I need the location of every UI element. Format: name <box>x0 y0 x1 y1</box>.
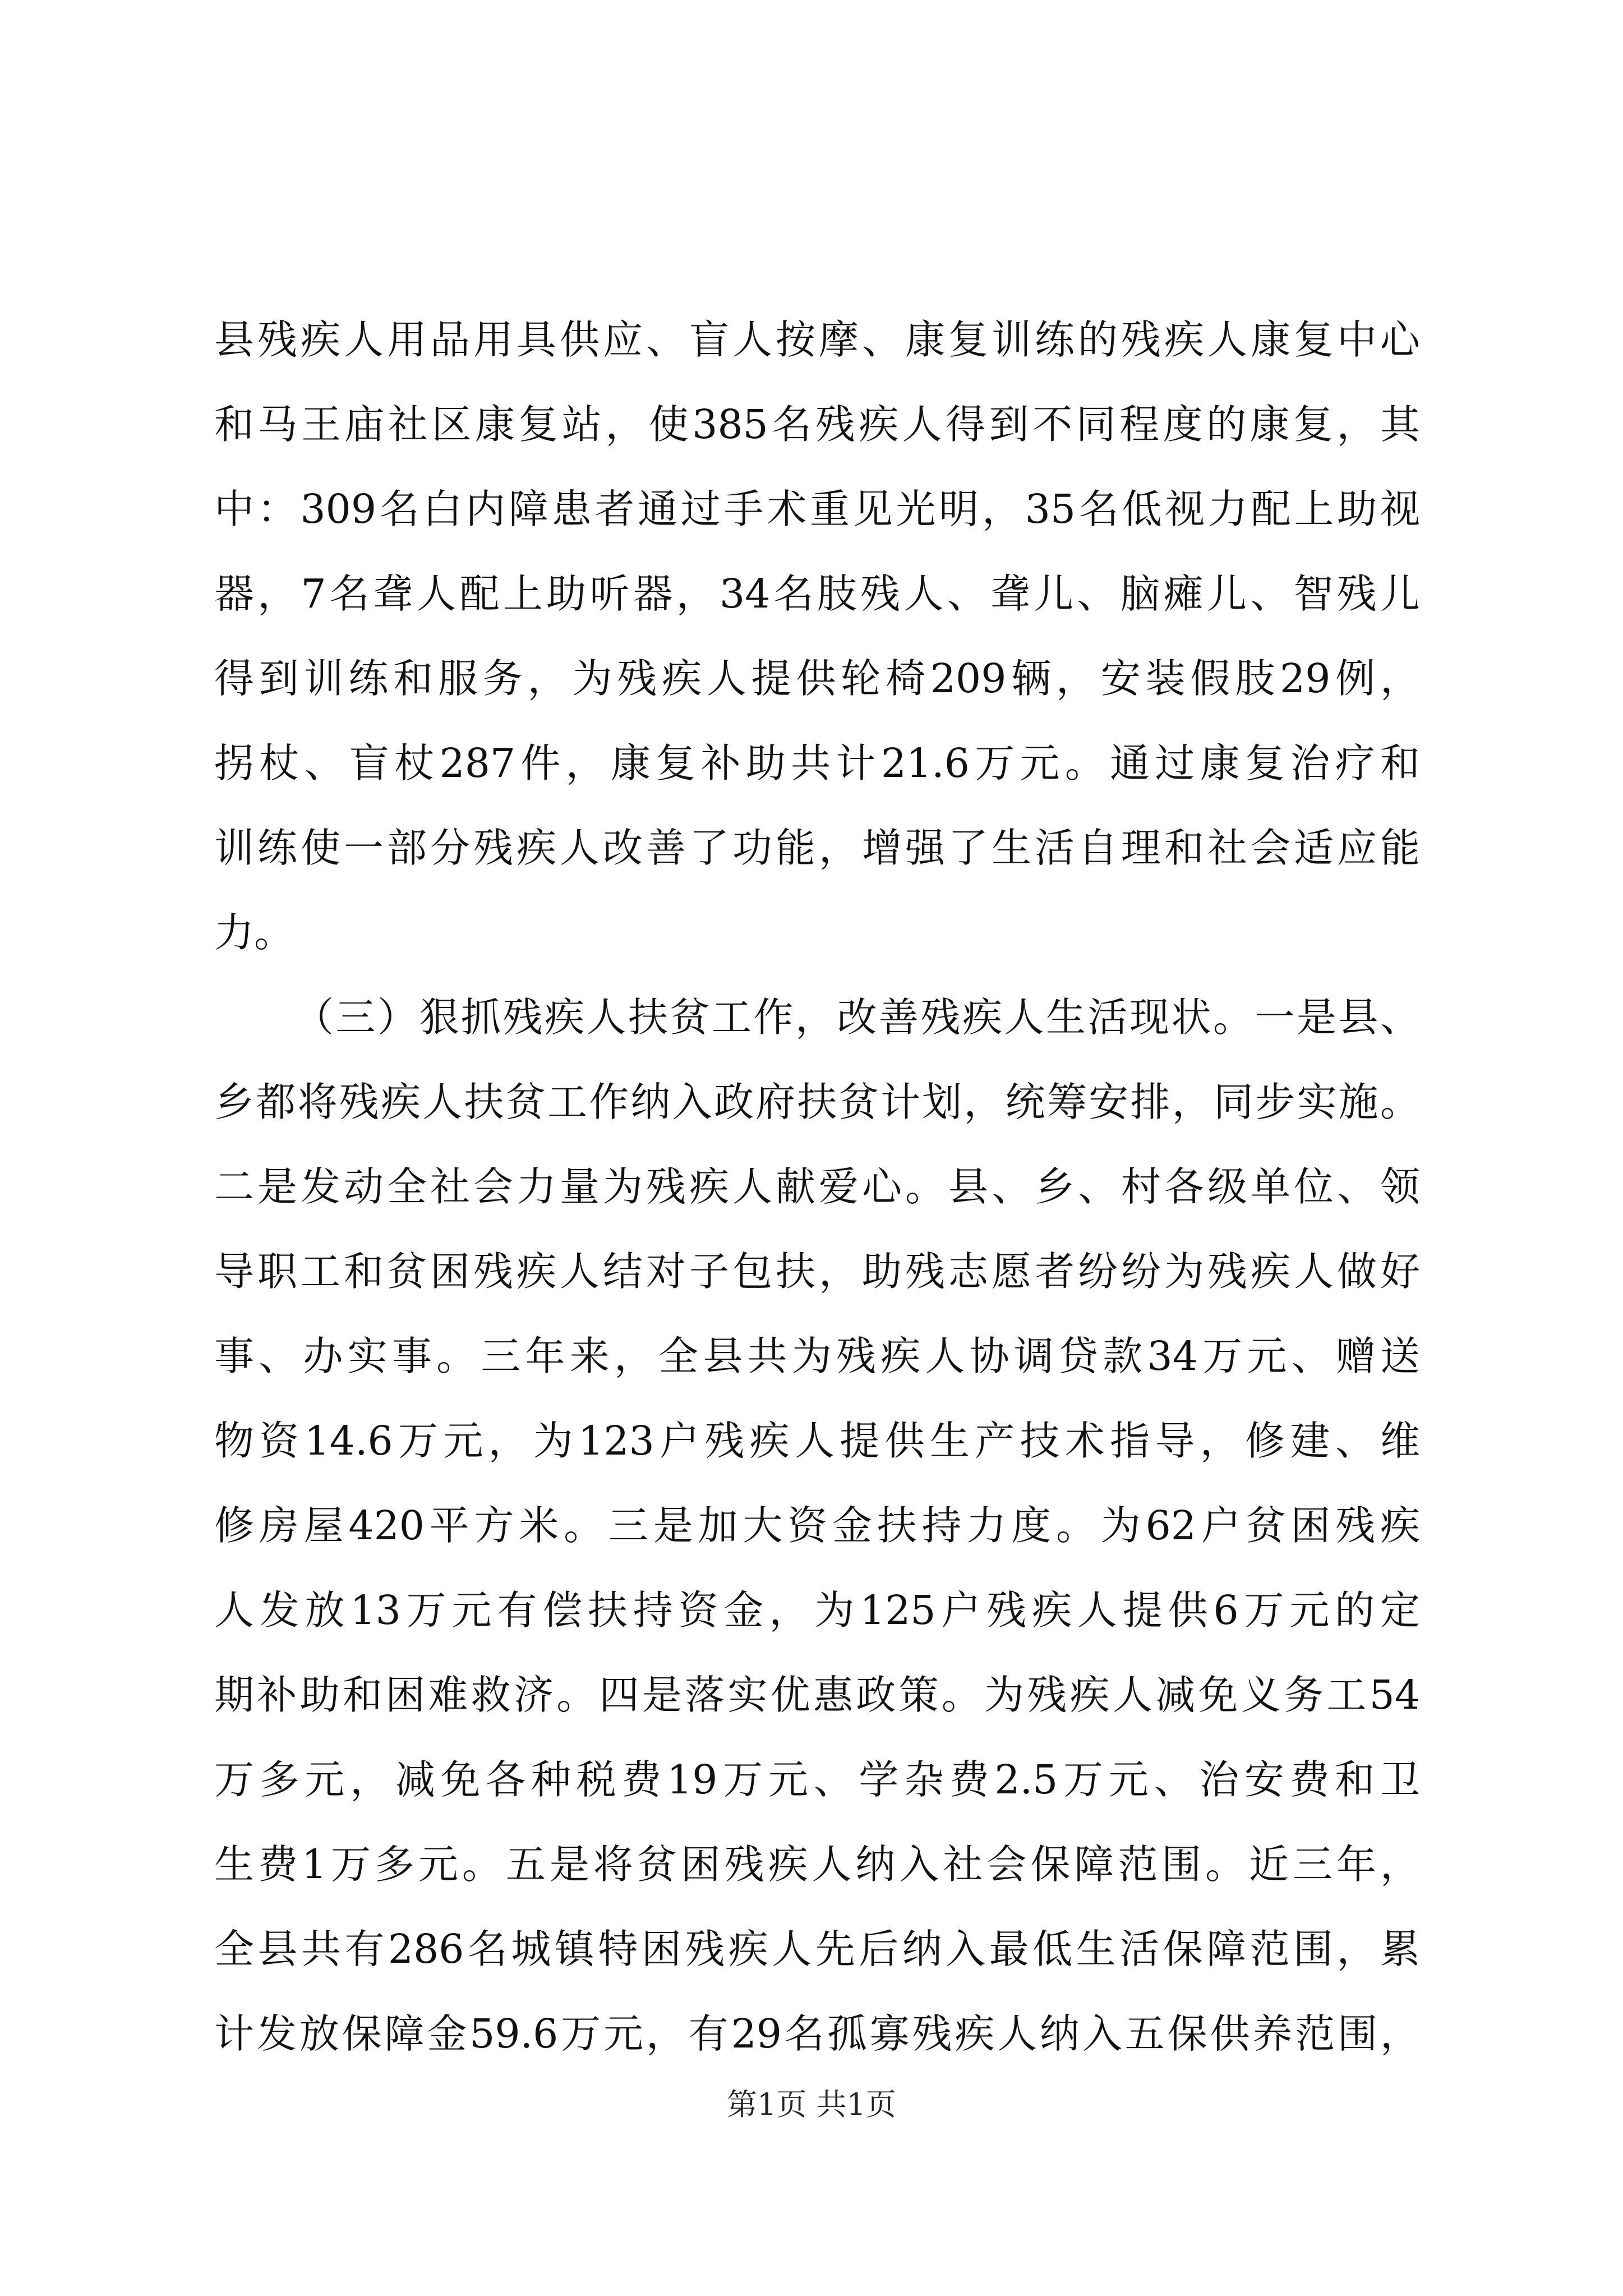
text-line: 县残疾人用品用具供应、盲人按摩、康复训练的残疾人康复中心 <box>214 316 1420 363</box>
text-line: 期补助和困难救济。四是落实优惠政策。为残疾人减免义务工54 <box>214 1672 1420 1718</box>
text-line: 生费1万多元。五是将贫困残疾人纳入社会保障范围。近三年， <box>214 1841 1420 1888</box>
text-line: 拐杖、盲杖287件，康复补助共计21.6万元。通过康复治疗和 <box>214 740 1420 786</box>
text-line: 事、办实事。三年来，全县共为残疾人协调贷款34万元、赠送 <box>214 1333 1420 1379</box>
text-line: 万多元，减免各种税费19万元、学杂费2.5万元、治安费和卫 <box>214 1756 1420 1803</box>
text-line: 二是发动全社会力量为残疾人献爱心。县、乡、村各级单位、领 <box>214 1163 1420 1210</box>
paragraph-heading-line: （三）狠抓残疾人扶贫工作，改善残疾人生活现状。一是县、 <box>294 994 1420 1041</box>
text-line: 和马王庙社区康复站，使385名残疾人得到不同程度的康复，其 <box>214 401 1420 448</box>
text-line: 力。 <box>214 909 294 956</box>
text-line: 人发放13万元有偿扶持资金，为125户残疾人提供6万元的定 <box>214 1587 1420 1634</box>
text-line: 全县共有286名城镇特困残疾人先后纳入最低生活保障范围，累 <box>214 1926 1420 1972</box>
page-footer: 第1页 共1页 <box>727 2087 896 2122</box>
text-line: 中：309名白内障患者通过手术重见光明，35名低视力配上助视 <box>214 486 1420 532</box>
text-line: 得到训练和服务，为残疾人提供轮椅209辆，安装假肢29例， <box>214 655 1420 702</box>
body-text <box>214 297 1420 2076</box>
text-line: 器，7名聋人配上助听器，34名肢残人、聋儿、脑瘫儿、智残儿 <box>214 570 1420 617</box>
text-line: 物资14.6万元，为123户残疾人提供生产技术指导，修建、维 <box>214 1418 1420 1464</box>
text-line: 修房屋420平方米。三是加大资金扶持力度。为62户贫困残疾 <box>214 1502 1420 1549</box>
text-line: 训练使一部分残疾人改善了功能，增强了生活自理和社会适应能 <box>214 825 1420 871</box>
text-line: 乡都将残疾人扶贫工作纳入政府扶贫计划，统筹安排，同步实施。 <box>214 1079 1420 1125</box>
text-line: 导职工和贫困残疾人结对子包扶，助残志愿者纷纷为残疾人做好 <box>214 1248 1420 1295</box>
text-line: 计发放保障金59.6万元，有29名孤寡残疾人纳入五保供养范围， <box>214 2010 1420 2057</box>
